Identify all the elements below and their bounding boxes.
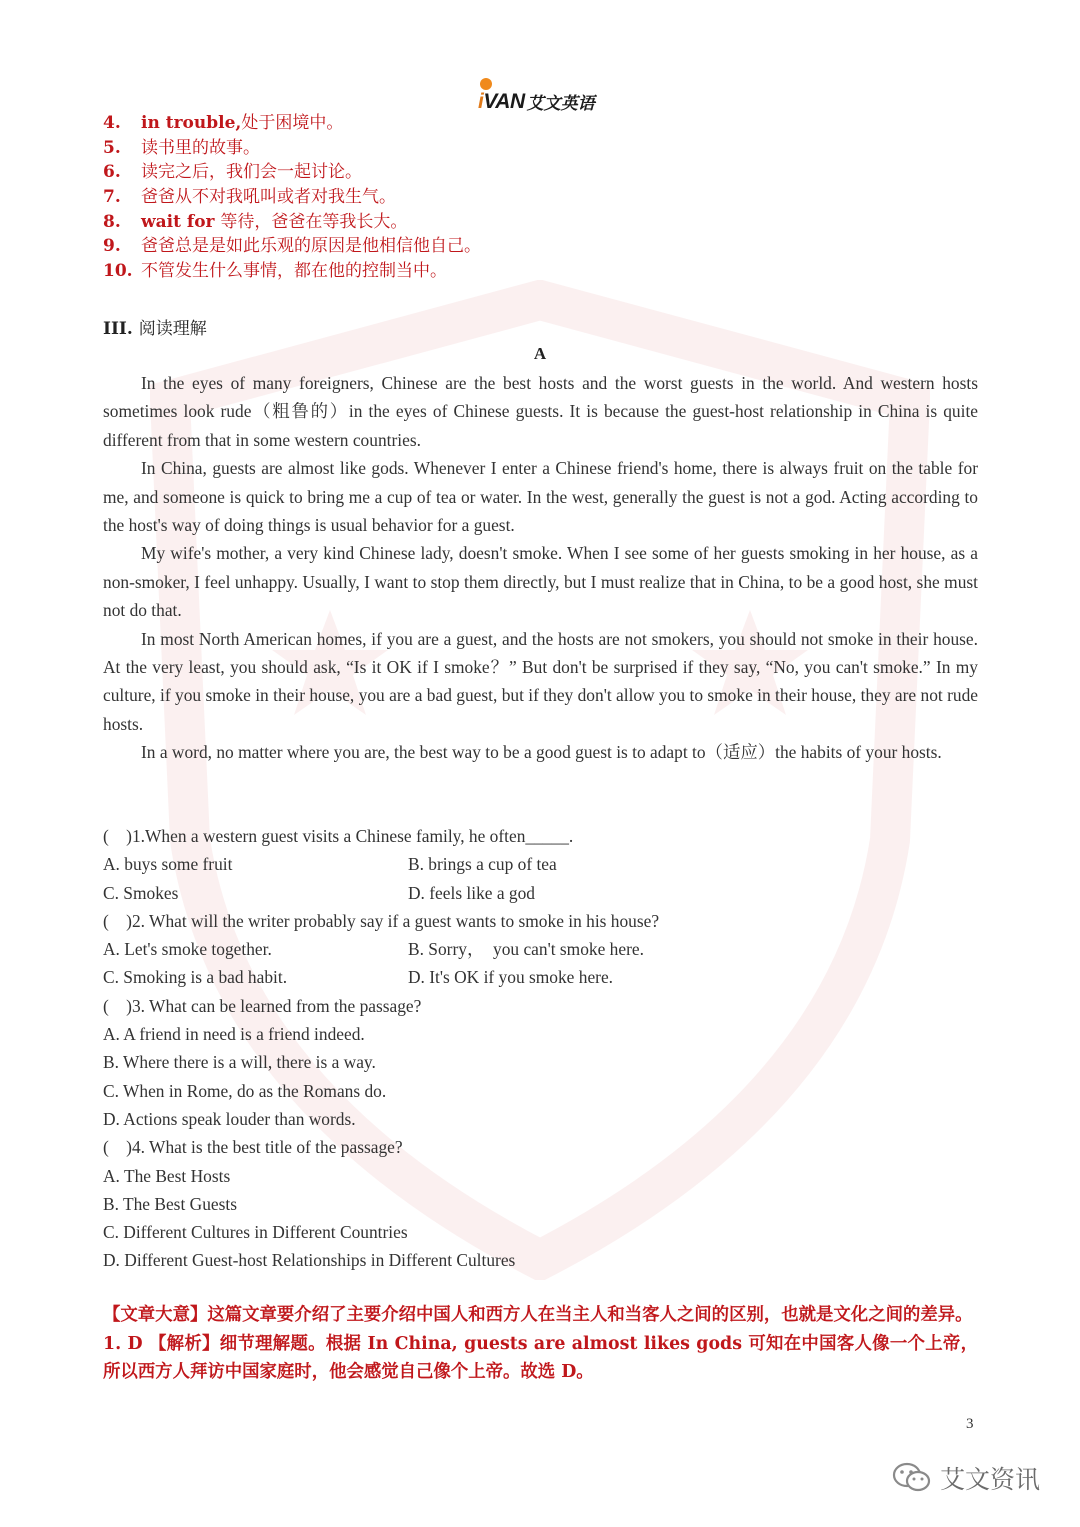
list-item: 7. 爸爸从不对我吼叫或者对我生气。 <box>103 187 396 208</box>
section-heading <box>103 314 207 339</box>
logo-latin: iVAN <box>478 90 525 113</box>
option: A. A friend in need is a friend indeed. <box>103 1024 365 1045</box>
option-row <box>103 850 978 878</box>
logo-dot <box>480 78 492 90</box>
option: B. Where there is a will, there is a way. <box>103 1052 376 1073</box>
paragraph: In most North American homes, if you are a guest, and the hosts are not smokers, you should not smoke in their house. At the very least, you should ask, “Is it OK if I smoke？” But don't be surprised if they say, “No, you can't smoke.” In my culture, if you smoke in their house, you are a bad guest, but if they don't allow you to smoke in their house, they are not rude hosts. <box>103 628 978 734</box>
phrase-list <box>103 111 983 284</box>
option: D. It's OK if you smoke here. <box>408 967 614 988</box>
article-summary: 【文章大意】这篇文章要介绍了主要介绍中国人和西方人在当主人和当客人之间的区别，也就是文化之间的差异。 <box>103 1305 973 1325</box>
paragraph: In China, guests are almost like gods. Whenever I enter a Chinese friend's home, there is always fruit on the table for me, and someone is quick to bring me a cup of tea or water. In the west, generally the guest is not a god. Acting according to the host's way of doing things is usual behavior for a guest. <box>103 458 978 536</box>
option: A. The Best Hosts <box>103 1165 231 1186</box>
option: C. Smokes <box>103 882 179 903</box>
option: C. Different Cultures in Different Countries <box>103 1222 408 1243</box>
option: D. Actions speak louder than words. <box>103 1108 356 1129</box>
questions <box>103 822 978 1275</box>
option-row <box>103 963 978 991</box>
paragraph: In the eyes of many foreigners, Chinese are the best hosts and the worst guests in the world. And western hosts sometimes look rude（粗鲁的）in the eyes of Chinese guests. It is because the guest-host relationship in China is quite different from that in some western countries. <box>103 373 978 450</box>
option: B. The Best Guests <box>103 1193 237 1214</box>
option: C. When in Rome, do as the Romans do. <box>103 1080 387 1101</box>
section-number: III. <box>103 319 133 339</box>
option: B. brings a cup of tea <box>408 854 557 875</box>
option: D. Different Guest-host Relationships in Different Cultures <box>103 1250 516 1271</box>
question-stem: ( )1.When a western guest visits a Chinese family, he often_____. <box>103 826 574 846</box>
option: A. buys some fruit <box>103 854 233 875</box>
page-number: 3 <box>966 1416 974 1432</box>
option: B. Sorry， you can't smoke here. <box>408 939 644 960</box>
list-item: 9. 爸爸总是是如此乐观的原因是他相信他自己。 <box>103 236 481 257</box>
section-title: 阅读理解 <box>138 319 207 339</box>
reading-passage <box>103 369 978 767</box>
list-item: 10. 不管发生什么事情，都在他的控制当中。 <box>103 261 447 282</box>
option: A. Let's smoke together. <box>103 939 272 960</box>
passage-letter: A <box>533 344 547 363</box>
paragraph: In a word, no matter where you are, the best way to be a good guest is to adapt to（适应）the habits of your hosts. <box>141 742 942 763</box>
answer-1: 1. D 【解析】细节理解题。根据 In China, guests are almost likes gods 可知在中国客人像一个上帝，所以西方人拜访中国家庭时，他会感觉自己像个上帝。故选 D。 <box>103 1333 978 1383</box>
question-stem: ( )3. What can be learned from the passage? <box>103 995 422 1016</box>
list-item: 4. in trouble,处于困境中。 <box>103 113 344 133</box>
question-stem: ( )2. What will the writer probably say if a guest wants to smoke in his house? <box>103 910 660 931</box>
option-row <box>103 935 978 963</box>
list-item: 6. 读完之后，我们会一起讨论。 <box>103 162 362 183</box>
list-item: 8. wait for 等待，爸爸在等我长大。 <box>103 211 408 232</box>
option: D. feels like a god <box>408 882 536 903</box>
paragraph: My wife's mother, a very kind Chinese lady, doesn't smoke. When I see some of her guests smoking in her house, as a non-smoker, I feel unhappy. Usually, I want to stop them directly, but I must realize that in China, to be a good host, she must not do that. <box>103 543 978 621</box>
ivan-logo <box>478 78 595 114</box>
answer-analysis <box>103 1301 978 1387</box>
option-row <box>103 879 978 907</box>
option: C. Smoking is a bad habit. <box>103 967 288 988</box>
logo-cn: 艾文英语 <box>526 94 595 114</box>
wechat-account-badge <box>892 1460 1040 1496</box>
question-stem: ( )4. What is the best title of the passage? <box>103 1137 403 1158</box>
list-item: 5. 读书里的故事。 <box>103 137 260 158</box>
wechat-icon <box>892 1461 932 1495</box>
wechat-label: 艾文资讯 <box>940 1465 1041 1494</box>
